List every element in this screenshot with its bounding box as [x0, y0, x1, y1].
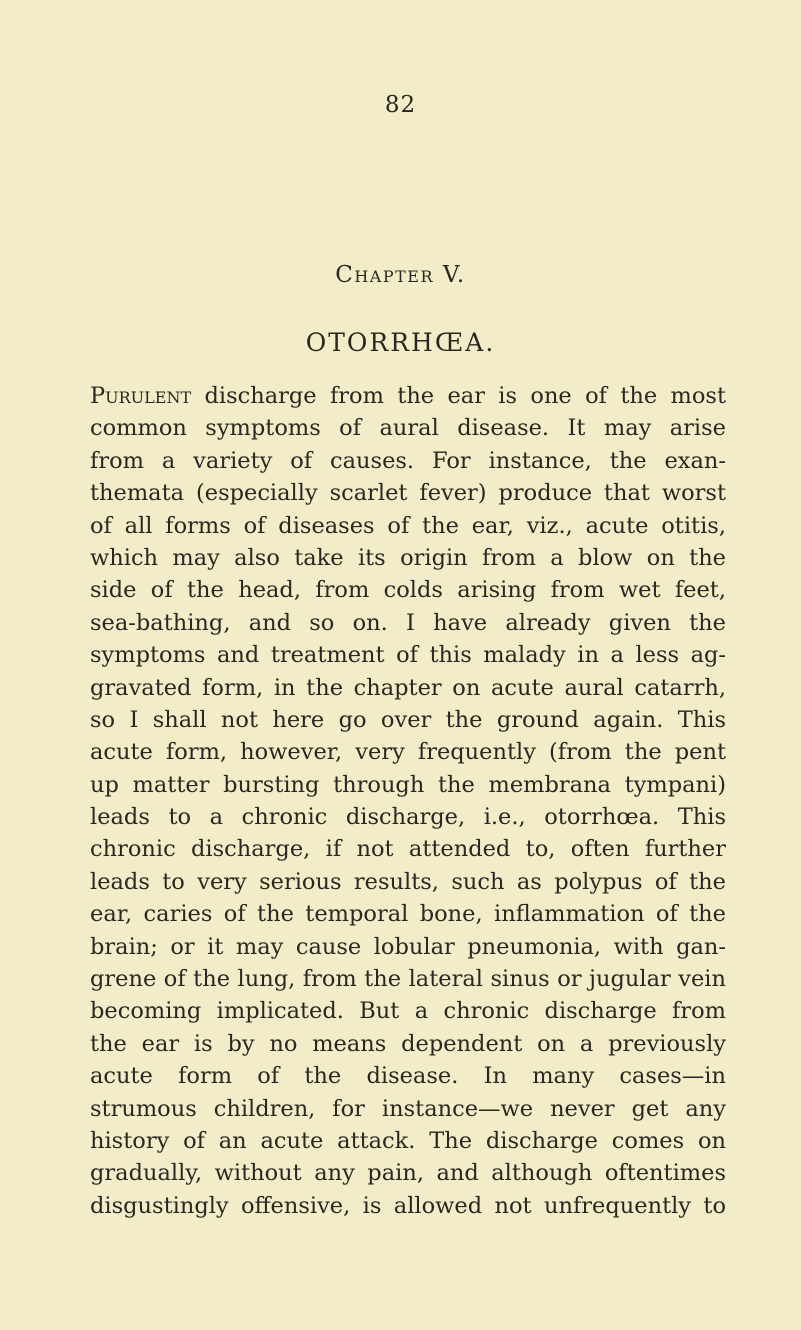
text-line: gradually, without any pain, and although oftentimes: [90, 1160, 726, 1187]
text-line: [90, 380, 726, 412]
text-line: history of an acute attack. The discharge comes on: [90, 1127, 726, 1154]
text-line: disgustingly offensive, is allowed not unfrequently to: [90, 1192, 726, 1219]
text-line: becoming implicated. But a chronic discharge from: [90, 998, 726, 1025]
text-line: of all forms of diseases of the ear, viz., acute otitis,: [90, 512, 726, 539]
text-line: themata (especially scarlet fever) produce that worst: [90, 480, 726, 507]
text-line: common symptoms of aural disease. It may arise: [90, 415, 726, 442]
chapter-heading: [0, 262, 801, 288]
text-line: side of the head, from colds arising from wet feet,: [90, 577, 726, 604]
page-number: 82: [384, 92, 417, 118]
text-line: symptoms and treatment of this malady in a less ag-: [90, 642, 726, 669]
text-line: grene of the lung, from the lateral sinus or jugular vein: [90, 966, 726, 993]
text-line: acute form of the disease. In many cases—in: [90, 1063, 726, 1090]
text-line: chronic discharge, if not attended to, often further: [90, 836, 726, 863]
text-line: so I shall not here go over the ground again. This: [90, 706, 726, 733]
chapter-title: OTORRHŒA.: [305, 328, 496, 357]
body-text: [90, 380, 726, 1222]
text-line: gravated form, in the chapter on acute aural catarrh,: [90, 674, 726, 701]
lead-word: Purulent: [90, 383, 192, 409]
text-line: leads to a chronic discharge, i.e., otorrhœa. This: [90, 804, 726, 831]
text-line: from a variety of causes. For instance, the exan-: [90, 447, 726, 474]
text-line: the ear is by no means dependent on a previously: [90, 1030, 726, 1057]
text-line: strumous children, for instance—we never get any: [90, 1095, 726, 1122]
text-line: acute form, however, very frequently (from the pent: [90, 739, 726, 766]
text-line: brain; or it may cause lobular pneumonia, with gan-: [90, 933, 726, 960]
line-rest: discharge from the ear is one of the most: [191, 383, 726, 409]
text-line: which may also take its origin from a blow on the: [90, 544, 726, 571]
text-line: leads to very serious results, such as polypus of the: [90, 868, 726, 895]
chapter-label: Chapter V.: [335, 262, 466, 288]
text-line: sea-bathing, and so on. I have already given the: [90, 609, 726, 636]
text-line: ear, caries of the temporal bone, inflammation of the: [90, 901, 726, 928]
text-line: up matter bursting through the membrana tympani): [90, 771, 726, 798]
